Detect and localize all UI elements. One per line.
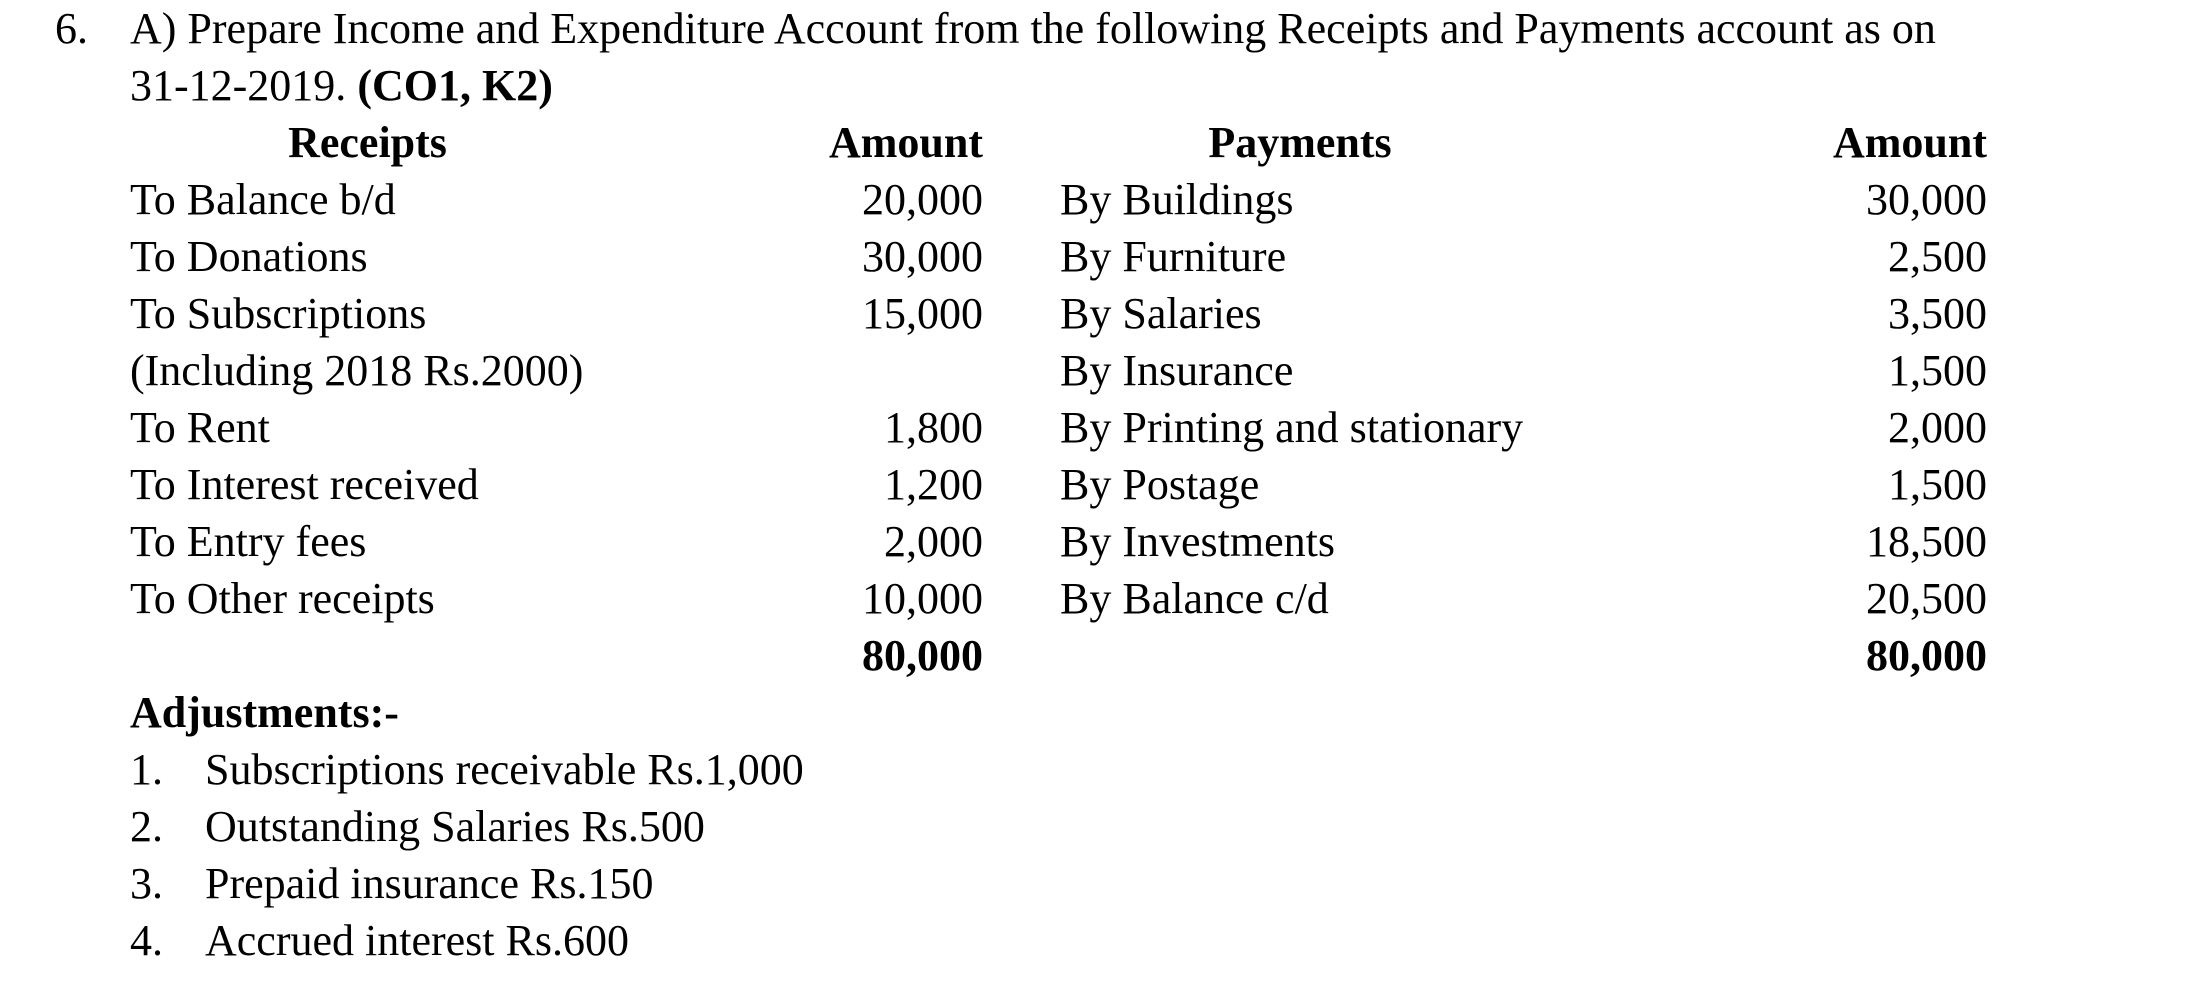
receipts-row-label: To Entry fees	[130, 517, 367, 566]
payments-row-amount: 2,000	[1888, 403, 1987, 452]
payments-total: 80,000	[1866, 631, 1987, 680]
receipts-row-amount: 15,000	[862, 289, 983, 338]
question-date: 31-12-2019.	[130, 61, 358, 110]
adjustment-item	[130, 741, 804, 798]
adjustment-number: 1.	[130, 745, 163, 794]
question-text-line1: A) Prepare Income and Expenditure Account from the following Receipts and Payments account as on	[130, 4, 1936, 53]
payments-amount-column	[1700, 114, 1987, 684]
adjustment-item	[130, 798, 804, 855]
receipts-row-amount: 20,000	[862, 175, 983, 224]
adjustment-item	[130, 912, 804, 969]
question-heading	[0, 0, 2195, 114]
receipts-row-amount	[700, 342, 983, 399]
receipts-column	[130, 114, 690, 627]
adjustment-text: Prepaid insurance Rs.150	[205, 859, 654, 908]
receipts-row-amount: 1,200	[884, 460, 983, 509]
payments-row-label: By Investments	[1060, 517, 1335, 566]
payments-row-amount: 1,500	[1888, 460, 1987, 509]
adjustment-text: Subscriptions receivable Rs.1,000	[205, 745, 804, 794]
receipts-row-label: To Other receipts	[130, 574, 435, 623]
payments-row-label: By Insurance	[1060, 346, 1294, 395]
adjustment-text: Accrued interest Rs.600	[205, 916, 629, 965]
receipts-amount-column	[700, 114, 983, 684]
receipts-row-label: To Balance b/d	[130, 175, 396, 224]
receipts-total: 80,000	[862, 631, 983, 680]
receipts-row-label: To Donations	[130, 232, 368, 281]
adjustments-title: Adjustments:-	[130, 688, 399, 737]
receipts-row-label: (Including 2018 Rs.2000)	[130, 346, 584, 395]
question-number: 6.	[55, 4, 88, 53]
receipts-row-label: To Interest received	[130, 460, 479, 509]
payments-row-label: By Salaries	[1060, 289, 1262, 338]
payments-row-amount: 2,500	[1888, 232, 1987, 281]
payments-amount-header: Amount	[1832, 118, 1987, 167]
adjustment-number: 2.	[130, 802, 163, 851]
receipts-row-amount: 2,000	[884, 517, 983, 566]
payments-row-amount: 1,500	[1888, 346, 1987, 395]
payments-row-label: By Furniture	[1060, 232, 1287, 281]
adjustment-number: 3.	[130, 859, 163, 908]
adjustments-section	[130, 684, 804, 969]
payments-row-amount: 30,000	[1866, 175, 1987, 224]
receipts-row-amount: 30,000	[862, 232, 983, 281]
payments-row-amount: 3,500	[1888, 289, 1987, 338]
payments-column	[1060, 114, 1620, 627]
receipts-row-amount: 10,000	[862, 574, 983, 623]
adjustment-number: 4.	[130, 916, 163, 965]
receipts-row-amount: 1,800	[884, 403, 983, 452]
payments-row-amount: 20,500	[1866, 574, 1987, 623]
adjustment-item	[130, 855, 804, 912]
receipts-row-label: To Subscriptions	[130, 289, 427, 338]
receipts-header: Receipts	[288, 118, 447, 167]
receipts-row-label: To Rent	[130, 403, 270, 452]
payments-row-label: By Postage	[1060, 460, 1260, 509]
payments-row-label: By Balance c/d	[1060, 574, 1329, 623]
payments-row-label: By Buildings	[1060, 175, 1294, 224]
question-course-outcome: (CO1, K2)	[357, 61, 553, 110]
payments-row-amount: 18,500	[1866, 517, 1987, 566]
receipts-amount-header: Amount	[828, 118, 983, 167]
payments-row-label: By Printing and stationary	[1060, 403, 1524, 452]
question-text-line2	[130, 57, 553, 114]
adjustment-text: Outstanding Salaries Rs.500	[205, 802, 705, 851]
payments-header: Payments	[1208, 118, 1392, 167]
